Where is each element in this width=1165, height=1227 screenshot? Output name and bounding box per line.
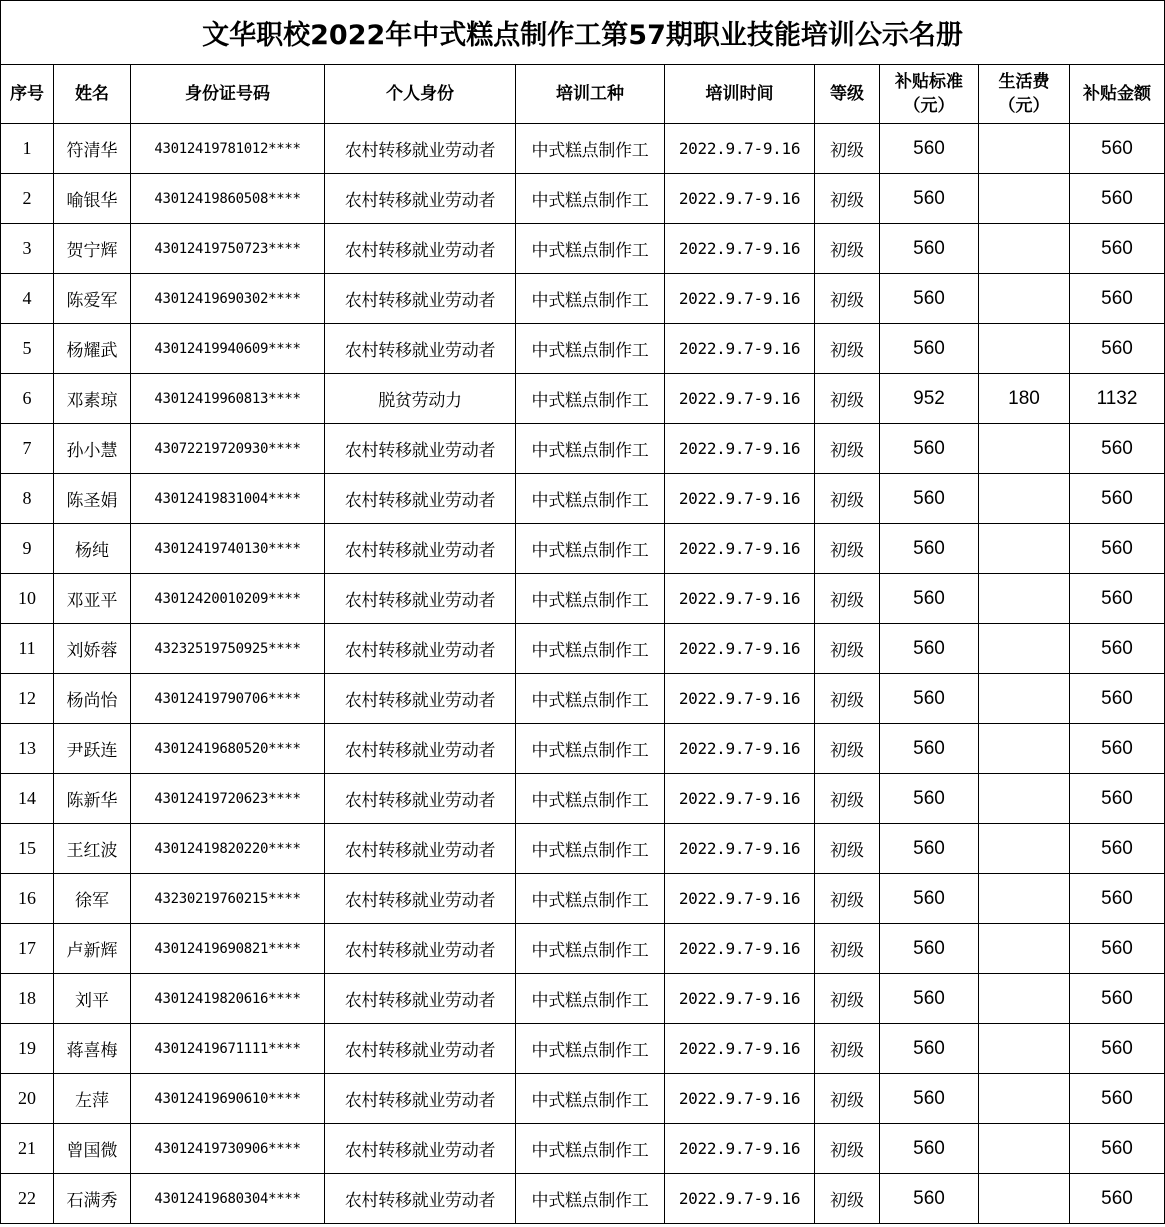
cell-seq: 16 xyxy=(1,874,54,924)
cell-seq: 3 xyxy=(1,224,54,274)
cell-identity: 农村转移就业劳动者 xyxy=(325,174,516,224)
cell-living-allowance xyxy=(979,1024,1070,1074)
cell-name: 尹跃连 xyxy=(54,724,131,774)
cell-seq: 6 xyxy=(1,374,54,424)
cell-subsidy-amount: 560 xyxy=(1070,574,1165,624)
page-title: 文华职校2022年中式糕点制作工第57期职业技能培训公示名册 xyxy=(1,1,1165,65)
cell-seq: 9 xyxy=(1,524,54,574)
cell-id-number: 43230219760215**** xyxy=(131,874,325,924)
table-row xyxy=(1,824,1165,874)
cell-level: 初级 xyxy=(815,924,880,974)
cell-level: 初级 xyxy=(815,974,880,1024)
cell-living-allowance xyxy=(979,224,1070,274)
table-row xyxy=(1,1174,1165,1224)
cell-subsidy-amount: 560 xyxy=(1070,624,1165,674)
cell-subsidy-amount: 560 xyxy=(1070,274,1165,324)
cell-seq: 12 xyxy=(1,674,54,724)
cell-living-allowance xyxy=(979,124,1070,174)
cell-subsidy-amount: 560 xyxy=(1070,124,1165,174)
cell-identity: 农村转移就业劳动者 xyxy=(325,674,516,724)
cell-id-number: 43012420010209**** xyxy=(131,574,325,624)
cell-id-number: 43012419740130**** xyxy=(131,524,325,574)
cell-id-number: 43012419750723**** xyxy=(131,224,325,274)
cell-training-time: 2022.9.7-9.16 xyxy=(665,524,815,574)
table-row xyxy=(1,974,1165,1024)
cell-living-allowance xyxy=(979,524,1070,574)
cell-trade: 中式糕点制作工 xyxy=(516,324,665,374)
cell-living-allowance xyxy=(979,324,1070,374)
cell-seq: 14 xyxy=(1,774,54,824)
cell-trade: 中式糕点制作工 xyxy=(516,824,665,874)
table-row xyxy=(1,624,1165,674)
cell-id-number: 43012419820220**** xyxy=(131,824,325,874)
cell-training-time: 2022.9.7-9.16 xyxy=(665,774,815,824)
cell-level: 初级 xyxy=(815,424,880,474)
cell-subsidy-standard: 560 xyxy=(880,174,979,224)
cell-identity: 农村转移就业劳动者 xyxy=(325,1174,516,1224)
cell-identity: 农村转移就业劳动者 xyxy=(325,424,516,474)
cell-name: 邓亚平 xyxy=(54,574,131,624)
cell-subsidy-amount: 560 xyxy=(1070,1024,1165,1074)
cell-name: 孙小慧 xyxy=(54,424,131,474)
cell-subsidy-amount: 560 xyxy=(1070,974,1165,1024)
cell-subsidy-amount: 560 xyxy=(1070,924,1165,974)
cell-subsidy-amount: 560 xyxy=(1070,324,1165,374)
header-living-allowance: 生活费（元） xyxy=(979,65,1070,124)
cell-name: 卢新辉 xyxy=(54,924,131,974)
cell-subsidy-standard: 952 xyxy=(880,374,979,424)
table-row xyxy=(1,674,1165,724)
cell-name: 王红波 xyxy=(54,824,131,874)
cell-id-number: 43012419680304**** xyxy=(131,1174,325,1224)
cell-trade: 中式糕点制作工 xyxy=(516,274,665,324)
header-identity: 个人身份 xyxy=(325,65,516,124)
cell-seq: 11 xyxy=(1,624,54,674)
cell-level: 初级 xyxy=(815,874,880,924)
cell-living-allowance xyxy=(979,974,1070,1024)
cell-living-allowance xyxy=(979,424,1070,474)
cell-name: 曾国微 xyxy=(54,1124,131,1174)
cell-training-time: 2022.9.7-9.16 xyxy=(665,224,815,274)
cell-living-allowance: 180 xyxy=(979,374,1070,424)
cell-id-number: 43012419860508**** xyxy=(131,174,325,224)
cell-level: 初级 xyxy=(815,1124,880,1174)
header-id-number: 身份证号码 xyxy=(131,65,325,124)
cell-living-allowance xyxy=(979,774,1070,824)
cell-training-time: 2022.9.7-9.16 xyxy=(665,974,815,1024)
cell-name: 邓素琼 xyxy=(54,374,131,424)
cell-seq: 2 xyxy=(1,174,54,224)
cell-subsidy-standard: 560 xyxy=(880,224,979,274)
cell-id-number: 43012419940609**** xyxy=(131,324,325,374)
cell-seq: 18 xyxy=(1,974,54,1024)
cell-living-allowance xyxy=(979,1074,1070,1124)
roster-body xyxy=(1,124,1165,1224)
cell-name: 石满秀 xyxy=(54,1174,131,1224)
cell-subsidy-standard: 560 xyxy=(880,1124,979,1174)
cell-seq: 15 xyxy=(1,824,54,874)
cell-trade: 中式糕点制作工 xyxy=(516,1024,665,1074)
header-name: 姓名 xyxy=(54,65,131,124)
cell-identity: 农村转移就业劳动者 xyxy=(325,774,516,824)
cell-subsidy-standard: 560 xyxy=(880,724,979,774)
cell-seq: 17 xyxy=(1,924,54,974)
cell-level: 初级 xyxy=(815,1024,880,1074)
cell-name: 徐军 xyxy=(54,874,131,924)
cell-subsidy-standard: 560 xyxy=(880,774,979,824)
cell-living-allowance xyxy=(979,274,1070,324)
cell-subsidy-amount: 1132 xyxy=(1070,374,1165,424)
cell-id-number: 43012419781012**** xyxy=(131,124,325,174)
cell-name: 刘娇蓉 xyxy=(54,624,131,674)
header-seq: 序号 xyxy=(1,65,54,124)
header-row xyxy=(1,65,1165,124)
cell-seq: 1 xyxy=(1,124,54,174)
cell-name: 杨耀武 xyxy=(54,324,131,374)
cell-trade: 中式糕点制作工 xyxy=(516,724,665,774)
cell-living-allowance xyxy=(979,174,1070,224)
cell-subsidy-amount: 560 xyxy=(1070,174,1165,224)
cell-training-time: 2022.9.7-9.16 xyxy=(665,1074,815,1124)
cell-subsidy-amount: 560 xyxy=(1070,224,1165,274)
cell-seq: 22 xyxy=(1,1174,54,1224)
cell-trade: 中式糕点制作工 xyxy=(516,874,665,924)
cell-training-time: 2022.9.7-9.16 xyxy=(665,674,815,724)
cell-seq: 13 xyxy=(1,724,54,774)
cell-seq: 5 xyxy=(1,324,54,374)
cell-training-time: 2022.9.7-9.16 xyxy=(665,574,815,624)
cell-trade: 中式糕点制作工 xyxy=(516,424,665,474)
table-row xyxy=(1,324,1165,374)
cell-seq: 20 xyxy=(1,1074,54,1124)
cell-seq: 21 xyxy=(1,1124,54,1174)
table-row xyxy=(1,124,1165,174)
cell-training-time: 2022.9.7-9.16 xyxy=(665,824,815,874)
table-row xyxy=(1,924,1165,974)
cell-seq: 7 xyxy=(1,424,54,474)
cell-identity: 农村转移就业劳动者 xyxy=(325,624,516,674)
cell-subsidy-standard: 560 xyxy=(880,824,979,874)
cell-id-number: 43012419680520**** xyxy=(131,724,325,774)
cell-subsidy-standard: 560 xyxy=(880,874,979,924)
cell-trade: 中式糕点制作工 xyxy=(516,774,665,824)
cell-level: 初级 xyxy=(815,124,880,174)
cell-subsidy-amount: 560 xyxy=(1070,874,1165,924)
table-row xyxy=(1,524,1165,574)
cell-subsidy-amount: 560 xyxy=(1070,474,1165,524)
cell-subsidy-standard: 560 xyxy=(880,924,979,974)
cell-seq: 10 xyxy=(1,574,54,624)
cell-trade: 中式糕点制作工 xyxy=(516,574,665,624)
cell-identity: 农村转移就业劳动者 xyxy=(325,924,516,974)
cell-subsidy-standard: 560 xyxy=(880,1024,979,1074)
cell-name: 杨纯 xyxy=(54,524,131,574)
cell-subsidy-standard: 560 xyxy=(880,524,979,574)
cell-subsidy-standard: 560 xyxy=(880,324,979,374)
cell-training-time: 2022.9.7-9.16 xyxy=(665,1024,815,1074)
cell-subsidy-standard: 560 xyxy=(880,124,979,174)
header-level: 等级 xyxy=(815,65,880,124)
cell-training-time: 2022.9.7-9.16 xyxy=(665,624,815,674)
table-row xyxy=(1,574,1165,624)
cell-level: 初级 xyxy=(815,224,880,274)
cell-identity: 农村转移就业劳动者 xyxy=(325,574,516,624)
header-subsidy-amount: 补贴金额 xyxy=(1070,65,1165,124)
cell-identity: 农村转移就业劳动者 xyxy=(325,224,516,274)
cell-name: 蒋喜梅 xyxy=(54,1024,131,1074)
cell-subsidy-standard: 560 xyxy=(880,574,979,624)
cell-subsidy-amount: 560 xyxy=(1070,724,1165,774)
cell-identity: 农村转移就业劳动者 xyxy=(325,1024,516,1074)
cell-subsidy-amount: 560 xyxy=(1070,674,1165,724)
cell-identity: 农村转移就业劳动者 xyxy=(325,1074,516,1124)
table-row xyxy=(1,1024,1165,1074)
cell-identity: 农村转移就业劳动者 xyxy=(325,274,516,324)
cell-identity: 农村转移就业劳动者 xyxy=(325,124,516,174)
cell-trade: 中式糕点制作工 xyxy=(516,1174,665,1224)
cell-name: 陈新华 xyxy=(54,774,131,824)
cell-identity: 脱贫劳动力 xyxy=(325,374,516,424)
cell-living-allowance xyxy=(979,624,1070,674)
cell-subsidy-amount: 560 xyxy=(1070,424,1165,474)
cell-name: 贺宁辉 xyxy=(54,224,131,274)
table-row xyxy=(1,1124,1165,1174)
cell-level: 初级 xyxy=(815,574,880,624)
cell-living-allowance xyxy=(979,1124,1070,1174)
cell-training-time: 2022.9.7-9.16 xyxy=(665,124,815,174)
cell-subsidy-amount: 560 xyxy=(1070,524,1165,574)
cell-subsidy-standard: 560 xyxy=(880,474,979,524)
cell-trade: 中式糕点制作工 xyxy=(516,674,665,724)
cell-identity: 农村转移就业劳动者 xyxy=(325,974,516,1024)
cell-living-allowance xyxy=(979,574,1070,624)
cell-id-number: 43012419960813**** xyxy=(131,374,325,424)
cell-seq: 4 xyxy=(1,274,54,324)
cell-subsidy-amount: 560 xyxy=(1070,1074,1165,1124)
cell-training-time: 2022.9.7-9.16 xyxy=(665,474,815,524)
cell-name: 杨尚怡 xyxy=(54,674,131,724)
cell-level: 初级 xyxy=(815,724,880,774)
cell-living-allowance xyxy=(979,1174,1070,1224)
table-row xyxy=(1,374,1165,424)
cell-id-number: 43072219720930**** xyxy=(131,424,325,474)
cell-level: 初级 xyxy=(815,774,880,824)
cell-seq: 19 xyxy=(1,1024,54,1074)
cell-subsidy-standard: 560 xyxy=(880,274,979,324)
cell-trade: 中式糕点制作工 xyxy=(516,524,665,574)
cell-id-number: 43232519750925**** xyxy=(131,624,325,674)
cell-id-number: 43012419671111**** xyxy=(131,1024,325,1074)
cell-level: 初级 xyxy=(815,274,880,324)
cell-training-time: 2022.9.7-9.16 xyxy=(665,274,815,324)
cell-name: 陈圣娟 xyxy=(54,474,131,524)
header-subsidy-standard: 补贴标准（元） xyxy=(880,65,979,124)
header-trade: 培训工种 xyxy=(516,65,665,124)
cell-name: 刘平 xyxy=(54,974,131,1024)
table-row xyxy=(1,474,1165,524)
cell-name: 符清华 xyxy=(54,124,131,174)
cell-subsidy-standard: 560 xyxy=(880,1074,979,1124)
cell-seq: 8 xyxy=(1,474,54,524)
cell-name: 陈爱军 xyxy=(54,274,131,324)
cell-id-number: 43012419820616**** xyxy=(131,974,325,1024)
cell-training-time: 2022.9.7-9.16 xyxy=(665,924,815,974)
cell-level: 初级 xyxy=(815,324,880,374)
cell-trade: 中式糕点制作工 xyxy=(516,224,665,274)
cell-trade: 中式糕点制作工 xyxy=(516,924,665,974)
cell-trade: 中式糕点制作工 xyxy=(516,974,665,1024)
cell-subsidy-amount: 560 xyxy=(1070,1174,1165,1224)
cell-subsidy-standard: 560 xyxy=(880,424,979,474)
cell-level: 初级 xyxy=(815,1074,880,1124)
cell-id-number: 43012419690821**** xyxy=(131,924,325,974)
cell-subsidy-amount: 560 xyxy=(1070,1124,1165,1174)
cell-id-number: 43012419690610**** xyxy=(131,1074,325,1124)
cell-identity: 农村转移就业劳动者 xyxy=(325,474,516,524)
table-row xyxy=(1,174,1165,224)
cell-trade: 中式糕点制作工 xyxy=(516,474,665,524)
cell-name: 喻银华 xyxy=(54,174,131,224)
cell-training-time: 2022.9.7-9.16 xyxy=(665,724,815,774)
cell-identity: 农村转移就业劳动者 xyxy=(325,724,516,774)
table-row xyxy=(1,1074,1165,1124)
cell-id-number: 43012419730906**** xyxy=(131,1124,325,1174)
cell-id-number: 43012419790706**** xyxy=(131,674,325,724)
table-row xyxy=(1,724,1165,774)
cell-id-number: 43012419720623**** xyxy=(131,774,325,824)
cell-living-allowance xyxy=(979,824,1070,874)
cell-living-allowance xyxy=(979,674,1070,724)
cell-level: 初级 xyxy=(815,1174,880,1224)
cell-subsidy-standard: 560 xyxy=(880,974,979,1024)
cell-identity: 农村转移就业劳动者 xyxy=(325,874,516,924)
cell-identity: 农村转移就业劳动者 xyxy=(325,324,516,374)
cell-level: 初级 xyxy=(815,674,880,724)
cell-id-number: 43012419690302**** xyxy=(131,274,325,324)
cell-subsidy-amount: 560 xyxy=(1070,824,1165,874)
cell-identity: 农村转移就业劳动者 xyxy=(325,524,516,574)
cell-training-time: 2022.9.7-9.16 xyxy=(665,174,815,224)
cell-training-time: 2022.9.7-9.16 xyxy=(665,424,815,474)
cell-training-time: 2022.9.7-9.16 xyxy=(665,874,815,924)
table-row xyxy=(1,224,1165,274)
cell-trade: 中式糕点制作工 xyxy=(516,124,665,174)
cell-level: 初级 xyxy=(815,174,880,224)
cell-subsidy-standard: 560 xyxy=(880,674,979,724)
cell-level: 初级 xyxy=(815,524,880,574)
cell-level: 初级 xyxy=(815,374,880,424)
cell-identity: 农村转移就业劳动者 xyxy=(325,824,516,874)
table-row xyxy=(1,274,1165,324)
cell-living-allowance xyxy=(979,474,1070,524)
cell-trade: 中式糕点制作工 xyxy=(516,624,665,674)
cell-training-time: 2022.9.7-9.16 xyxy=(665,1124,815,1174)
cell-level: 初级 xyxy=(815,624,880,674)
cell-training-time: 2022.9.7-9.16 xyxy=(665,1174,815,1224)
cell-trade: 中式糕点制作工 xyxy=(516,1124,665,1174)
cell-living-allowance xyxy=(979,724,1070,774)
cell-training-time: 2022.9.7-9.16 xyxy=(665,374,815,424)
cell-identity: 农村转移就业劳动者 xyxy=(325,1124,516,1174)
cell-name: 左萍 xyxy=(54,1074,131,1124)
cell-living-allowance xyxy=(979,924,1070,974)
header-training-time: 培训时间 xyxy=(665,65,815,124)
cell-subsidy-standard: 560 xyxy=(880,1174,979,1224)
cell-trade: 中式糕点制作工 xyxy=(516,374,665,424)
cell-level: 初级 xyxy=(815,474,880,524)
cell-subsidy-amount: 560 xyxy=(1070,774,1165,824)
cell-trade: 中式糕点制作工 xyxy=(516,1074,665,1124)
cell-training-time: 2022.9.7-9.16 xyxy=(665,324,815,374)
cell-id-number: 43012419831004**** xyxy=(131,474,325,524)
cell-trade: 中式糕点制作工 xyxy=(516,174,665,224)
table-row xyxy=(1,774,1165,824)
cell-level: 初级 xyxy=(815,824,880,874)
table-row xyxy=(1,874,1165,924)
cell-living-allowance xyxy=(979,874,1070,924)
cell-subsidy-standard: 560 xyxy=(880,624,979,674)
table-row xyxy=(1,424,1165,474)
